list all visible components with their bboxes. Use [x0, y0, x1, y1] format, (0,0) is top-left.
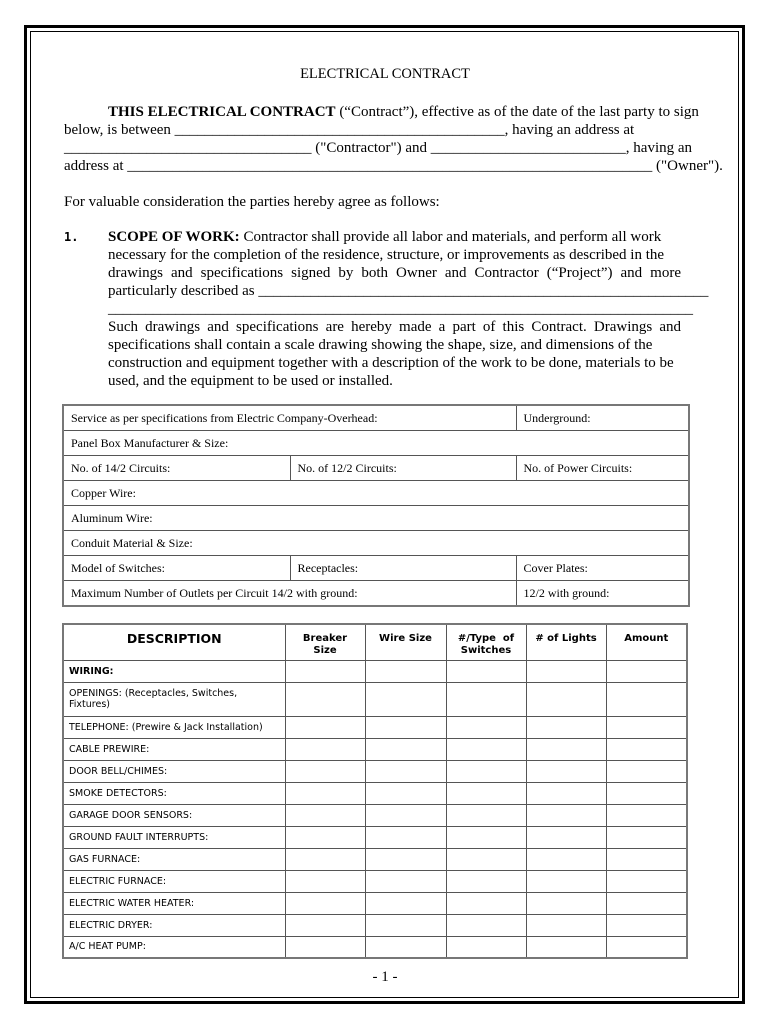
wire-size-cell[interactable] [365, 782, 446, 804]
breaker-size-cell[interactable] [285, 892, 365, 914]
row-label: ELECTRIC WATER HEATER: [63, 892, 285, 914]
scope-heading: SCOPE OF WORK: [108, 229, 240, 245]
breaker-size-cell[interactable] [285, 870, 365, 892]
scope-line-5: ______________________________________________________________________________ [108, 301, 693, 317]
wire-size-cell[interactable] [365, 848, 446, 870]
lights-cell[interactable] [526, 760, 606, 782]
amount-cell[interactable] [606, 716, 687, 738]
amount-cell[interactable] [606, 914, 687, 936]
type-switches-cell[interactable] [446, 892, 526, 914]
wire-size-cell[interactable] [365, 738, 446, 760]
lights-cell[interactable] [526, 682, 606, 716]
circuits-12-2-cell[interactable]: No. of 12/2 Circuits: [290, 456, 516, 481]
type-switches-cell[interactable] [446, 914, 526, 936]
specifications-table [62, 404, 690, 607]
wire-size-cell[interactable] [365, 760, 446, 782]
lights-cell[interactable] [526, 936, 606, 958]
amount-header: Amount [606, 624, 687, 660]
service-cell[interactable]: Service as per specifications from Electric Company-Overhead: [63, 405, 516, 431]
amount-cell[interactable] [606, 660, 687, 682]
breaker-size-cell[interactable] [285, 682, 365, 716]
amount-cell[interactable] [606, 826, 687, 848]
table-row [63, 556, 689, 581]
type-switches-cell[interactable] [446, 782, 526, 804]
breaker-size-cell[interactable] [285, 760, 365, 782]
table-row [63, 892, 687, 914]
max-outlets-cell[interactable]: Maximum Number of Outlets per Circuit 14/2 with ground: [63, 581, 516, 607]
intro-lead-rest: (“Contract”), effective as of the date of the last party to sign [335, 104, 699, 120]
breaker-size-cell[interactable] [285, 782, 365, 804]
row-label: A/C HEAT PUMP: [63, 936, 285, 958]
type-switches-header [446, 624, 526, 660]
wire-size-cell[interactable] [365, 826, 446, 848]
wire-size-cell[interactable] [365, 936, 446, 958]
scope-p2-line-4: used, and the equipment to be used or installed. [108, 373, 393, 389]
type-switches-cell[interactable] [446, 660, 526, 682]
section-number: 1. [64, 230, 79, 244]
table-row [63, 716, 687, 738]
lights-cell[interactable] [526, 826, 606, 848]
lights-cell[interactable] [526, 660, 606, 682]
type-switches-header-line-2: Switches [460, 645, 512, 656]
lights-cell[interactable] [526, 848, 606, 870]
power-circuits-cell[interactable]: No. of Power Circuits: [516, 456, 689, 481]
intro-line-2: below, is between ____________________________________________, having an address at [64, 122, 635, 138]
row-label: TELEPHONE: (Prewire & Jack Installation) [63, 716, 285, 738]
wire-size-cell[interactable] [365, 892, 446, 914]
scope-line-1 [108, 228, 661, 246]
table-row [63, 826, 687, 848]
type-switches-cell[interactable] [446, 826, 526, 848]
type-switches-cell[interactable] [446, 760, 526, 782]
type-switches-cell[interactable] [446, 936, 526, 958]
consideration-text: For valuable consideration the parties hereby agree as follows: [64, 194, 440, 210]
scope-p2-line-1: Such drawings and specifications are hereby made a part of this Contract. Drawings and [108, 319, 681, 335]
amount-cell[interactable] [606, 936, 687, 958]
table-row [63, 682, 687, 716]
breaker-size-header-line-2: Size [313, 645, 337, 656]
breaker-size-cell[interactable] [285, 848, 365, 870]
table-row [63, 804, 687, 826]
row-label: OPENINGS: (Receptacles, Switches, Fixtures) [63, 682, 285, 716]
scope-p2-line-3: construction and equipment together with a description of the work to be done, materials to be [108, 355, 674, 371]
table-row [63, 456, 689, 481]
type-switches-cell[interactable] [446, 870, 526, 892]
table-row [63, 782, 687, 804]
table-row [63, 405, 689, 431]
lights-cell[interactable] [526, 738, 606, 760]
lights-header: # of Lights [526, 624, 606, 660]
intro-line-1 [108, 103, 699, 121]
description-header: DESCRIPTION [63, 624, 285, 660]
wire-size-cell[interactable] [365, 660, 446, 682]
lights-cell[interactable] [526, 870, 606, 892]
lights-cell[interactable] [526, 804, 606, 826]
scope-line-4: particularly described as ____________________________________________________________ [108, 283, 709, 299]
type-switches-cell[interactable] [446, 738, 526, 760]
description-table [62, 623, 688, 959]
breaker-size-cell[interactable] [285, 660, 365, 682]
table-row [63, 660, 687, 682]
wire-size-cell[interactable] [365, 804, 446, 826]
with-ground-12-2-cell[interactable]: 12/2 with ground: [516, 581, 689, 607]
lights-cell[interactable] [526, 782, 606, 804]
row-label: GARAGE DOOR SENSORS: [63, 804, 285, 826]
type-switches-cell[interactable] [446, 716, 526, 738]
table-row [63, 760, 687, 782]
row-label: DOOR BELL/CHIMES: [63, 760, 285, 782]
breaker-size-cell[interactable] [285, 936, 365, 958]
amount-cell[interactable] [606, 760, 687, 782]
type-switches-header-line-1: #/Type of [457, 633, 515, 644]
underground-cell[interactable]: Underground: [516, 405, 689, 431]
intro-line-3: _________________________________ ("Contractor") and __________________________, having an [64, 140, 693, 156]
breaker-size-cell[interactable] [285, 716, 365, 738]
row-label: ELECTRIC DRYER: [63, 914, 285, 936]
table-row [63, 848, 687, 870]
type-switches-cell[interactable] [446, 804, 526, 826]
wire-size-cell[interactable] [365, 914, 446, 936]
scope-line-2: necessary for the completion of the residence, structure, or improvements as described in the [108, 247, 665, 263]
lights-cell[interactable] [526, 914, 606, 936]
table-row [63, 506, 689, 531]
table-row [63, 936, 687, 958]
copper-wire-cell[interactable]: Copper Wire: [63, 481, 689, 506]
scope-p2-line-2: specifications shall contain a scale drawing showing the shape, size, and dimensions of the [108, 337, 653, 353]
amount-cell[interactable] [606, 682, 687, 716]
row-label: CABLE PREWIRE: [63, 738, 285, 760]
scope-line-3: drawings and specifications signed by both Owner and Contractor (“Project”) and more [108, 265, 681, 281]
breaker-size-cell[interactable] [285, 914, 365, 936]
wire-size-header: Wire Size [365, 624, 446, 660]
breaker-size-cell[interactable] [285, 804, 365, 826]
breaker-size-cell[interactable] [285, 738, 365, 760]
aluminum-wire-cell[interactable]: Aluminum Wire: [63, 506, 689, 531]
table-row [63, 738, 687, 760]
wire-size-cell[interactable] [365, 716, 446, 738]
conduit-cell[interactable]: Conduit Material & Size: [63, 531, 689, 556]
table-row [63, 431, 689, 456]
type-switches-cell[interactable] [446, 682, 526, 716]
row-label: GROUND FAULT INTERRUPTS: [63, 826, 285, 848]
amount-cell[interactable] [606, 870, 687, 892]
breaker-size-cell[interactable] [285, 826, 365, 848]
type-switches-cell[interactable] [446, 848, 526, 870]
lights-cell[interactable] [526, 716, 606, 738]
receptacles-cell[interactable]: Receptacles: [290, 556, 516, 581]
row-label: SMOKE DETECTORS: [63, 782, 285, 804]
cover-plates-cell[interactable]: Cover Plates: [516, 556, 689, 581]
table-row [63, 914, 687, 936]
table-header-row [63, 624, 687, 660]
breaker-size-header-line-1: Breaker [302, 633, 348, 644]
amount-cell[interactable] [606, 848, 687, 870]
row-label: ELECTRIC FURNACE: [63, 870, 285, 892]
wire-size-cell[interactable] [365, 870, 446, 892]
row-label: WIRING: [63, 660, 285, 682]
table-row [63, 870, 687, 892]
document-title: ELECTRICAL CONTRACT [300, 66, 470, 82]
lights-cell[interactable] [526, 892, 606, 914]
scope-line-1-rest: Contractor shall provide all labor and materials, and perform all work [239, 229, 662, 245]
row-label: GAS FURNACE: [63, 848, 285, 870]
model-switches-cell[interactable]: Model of Switches: [63, 556, 290, 581]
amount-cell[interactable] [606, 892, 687, 914]
panel-box-cell[interactable]: Panel Box Manufacturer & Size: [63, 431, 689, 456]
intro-lead-bold: THIS ELECTRICAL CONTRACT [108, 104, 336, 120]
table-row [63, 581, 689, 607]
intro-line-4: address at ______________________________________________________________________ ("Owner"). [64, 158, 723, 174]
amount-cell[interactable] [606, 804, 687, 826]
table-row [63, 531, 689, 556]
amount-cell[interactable] [606, 738, 687, 760]
wire-size-cell[interactable] [365, 682, 446, 716]
circuits-14-2-cell[interactable]: No. of 14/2 Circuits: [63, 456, 290, 481]
table-row [63, 481, 689, 506]
breaker-size-header [285, 624, 365, 660]
page-number: - 1 - [372, 969, 398, 985]
amount-cell[interactable] [606, 782, 687, 804]
